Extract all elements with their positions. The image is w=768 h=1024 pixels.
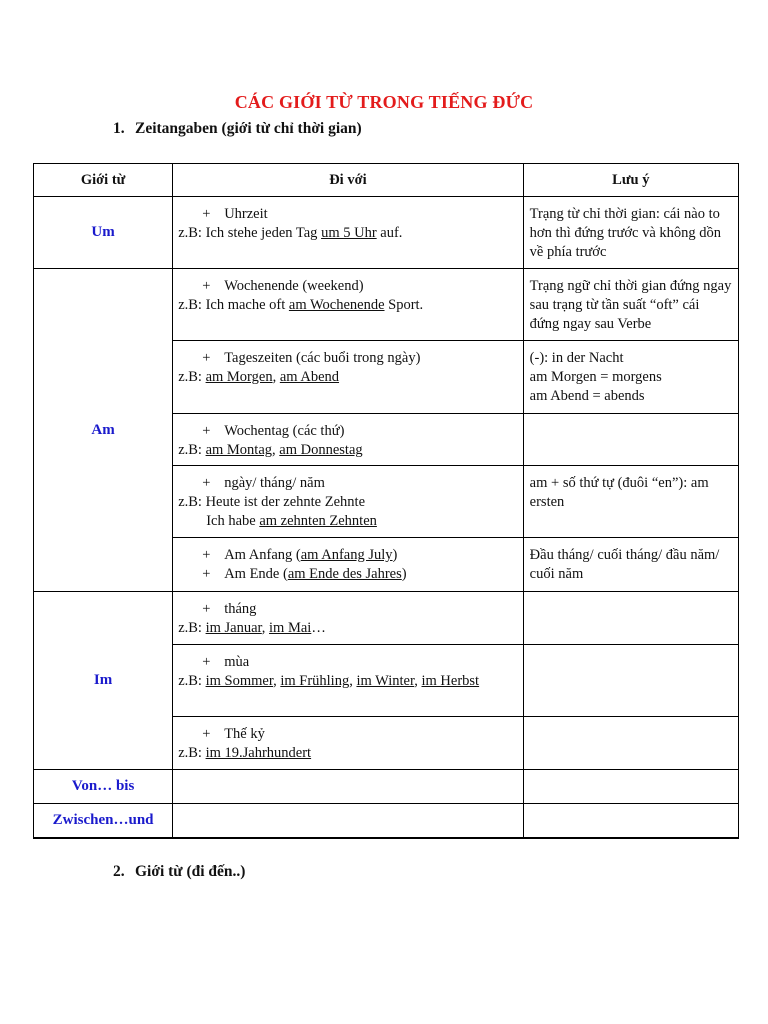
am-weekday-note [523,414,738,466]
table-row-um [34,197,739,269]
section-1-number: 1. [113,120,125,137]
im-season-bullet: + mùa [202,654,250,670]
am-date-cell [173,466,523,538]
im-century-note [523,717,738,770]
am-date-example-2: Ich habe am zehnten Zehnten [206,513,377,529]
von-bis-note [523,770,738,804]
header-note: Lưu ý [523,164,738,197]
im-month-cell [173,592,523,645]
header-preposition: Giới từ [34,164,173,197]
im-century-cell [173,717,523,770]
am-daytimes-example: z.B: am Morgen, am Abend [178,369,340,385]
im-season-cell [173,645,523,717]
am-begin-end-cell [173,538,523,592]
zwischen-und-note [523,804,738,838]
am-date-note: am + số thứ tự (đuôi “en”): am ersten [523,466,738,538]
am-begin-end-note: Đầu tháng/ cuối tháng/ đầu năm/ cuối năm [523,538,738,592]
header-goes-with: Đi với [173,164,523,197]
section-1-label: Zeitangaben (giới từ chỉ thời gian) [135,120,362,137]
um-example: z.B: Ich stehe jeden Tag um 5 Uhr auf. [178,225,403,241]
am-daytimes-note: (-): in der Nacht am Morgen = morgens am Abend = abends [523,341,738,414]
preposition-zwischen-und: Zwischen…und [34,804,173,838]
von-bis-usage [173,770,523,804]
um-usage-cell [173,197,523,269]
table-header-row [34,164,739,197]
section-2-number: 2. [113,863,125,880]
am-begin-bullet: + Am Anfang (am Anfang July) [202,547,398,563]
section-2-heading [113,863,245,881]
section-2-label: Giới từ (đi đến..) [135,863,246,880]
preposition-im: Im [34,592,173,770]
table-row-am-weekend [34,269,739,341]
im-century-example: z.B: im 19.Jahrhundert [178,745,312,761]
im-month-example: z.B: im Januar, im Mai… [178,620,326,636]
prepositions-table [33,163,739,839]
table-row-zwischen-und [34,804,739,838]
table-row-im-month [34,592,739,645]
am-weekend-cell [173,269,523,341]
am-weekday-cell [173,414,523,466]
am-daytimes-cell [173,341,523,414]
im-century-bullet: + Thế kỷ [202,726,265,742]
im-month-note [523,592,738,645]
am-weekend-bullet: + Wochenende (weekend) [202,278,364,294]
am-weekday-bullet: + Wochentag (các thứ) [202,423,345,439]
section-1-heading [113,120,362,138]
document-title: CÁC GIỚI TỪ TRONG TIẾNG ĐỨC [234,92,534,112]
im-season-note [523,645,738,717]
preposition-am: Am [34,269,173,592]
am-date-example-1: z.B: Heute ist der zehnte Zehnte [178,494,366,510]
zwischen-und-usage [173,804,523,838]
am-weekend-note: Trạng ngữ chỉ thời gian đứng ngay sau trạng từ tần suất “oft” cái đứng ngay sau Verbe [523,269,738,341]
am-weekday-example: z.B: am Montag, am Donnestag [178,442,363,458]
am-daytimes-bullet: + Tageszeiten (các buổi trong ngày) [202,350,421,366]
am-date-bullet: + ngày/ tháng/ năm [202,475,325,491]
im-season-example: z.B: im Sommer, im Frühling, im Winter, im Herbst [178,673,480,689]
im-month-bullet: + tháng [202,601,257,617]
um-note: Trạng từ chỉ thời gian: cái nào to hơn thì đứng trước và không dồn về phía trước [523,197,738,269]
am-end-bullet: + Am Ende (am Ende des Jahres) [202,566,407,582]
am-weekend-example: z.B: Ich mache oft am Wochenende Sport. [178,297,424,313]
um-bullet: + Uhrzeit [202,206,268,222]
preposition-von-bis: Von… bis [34,770,173,804]
preposition-um: Um [34,197,173,269]
table-row-von-bis [34,770,739,804]
